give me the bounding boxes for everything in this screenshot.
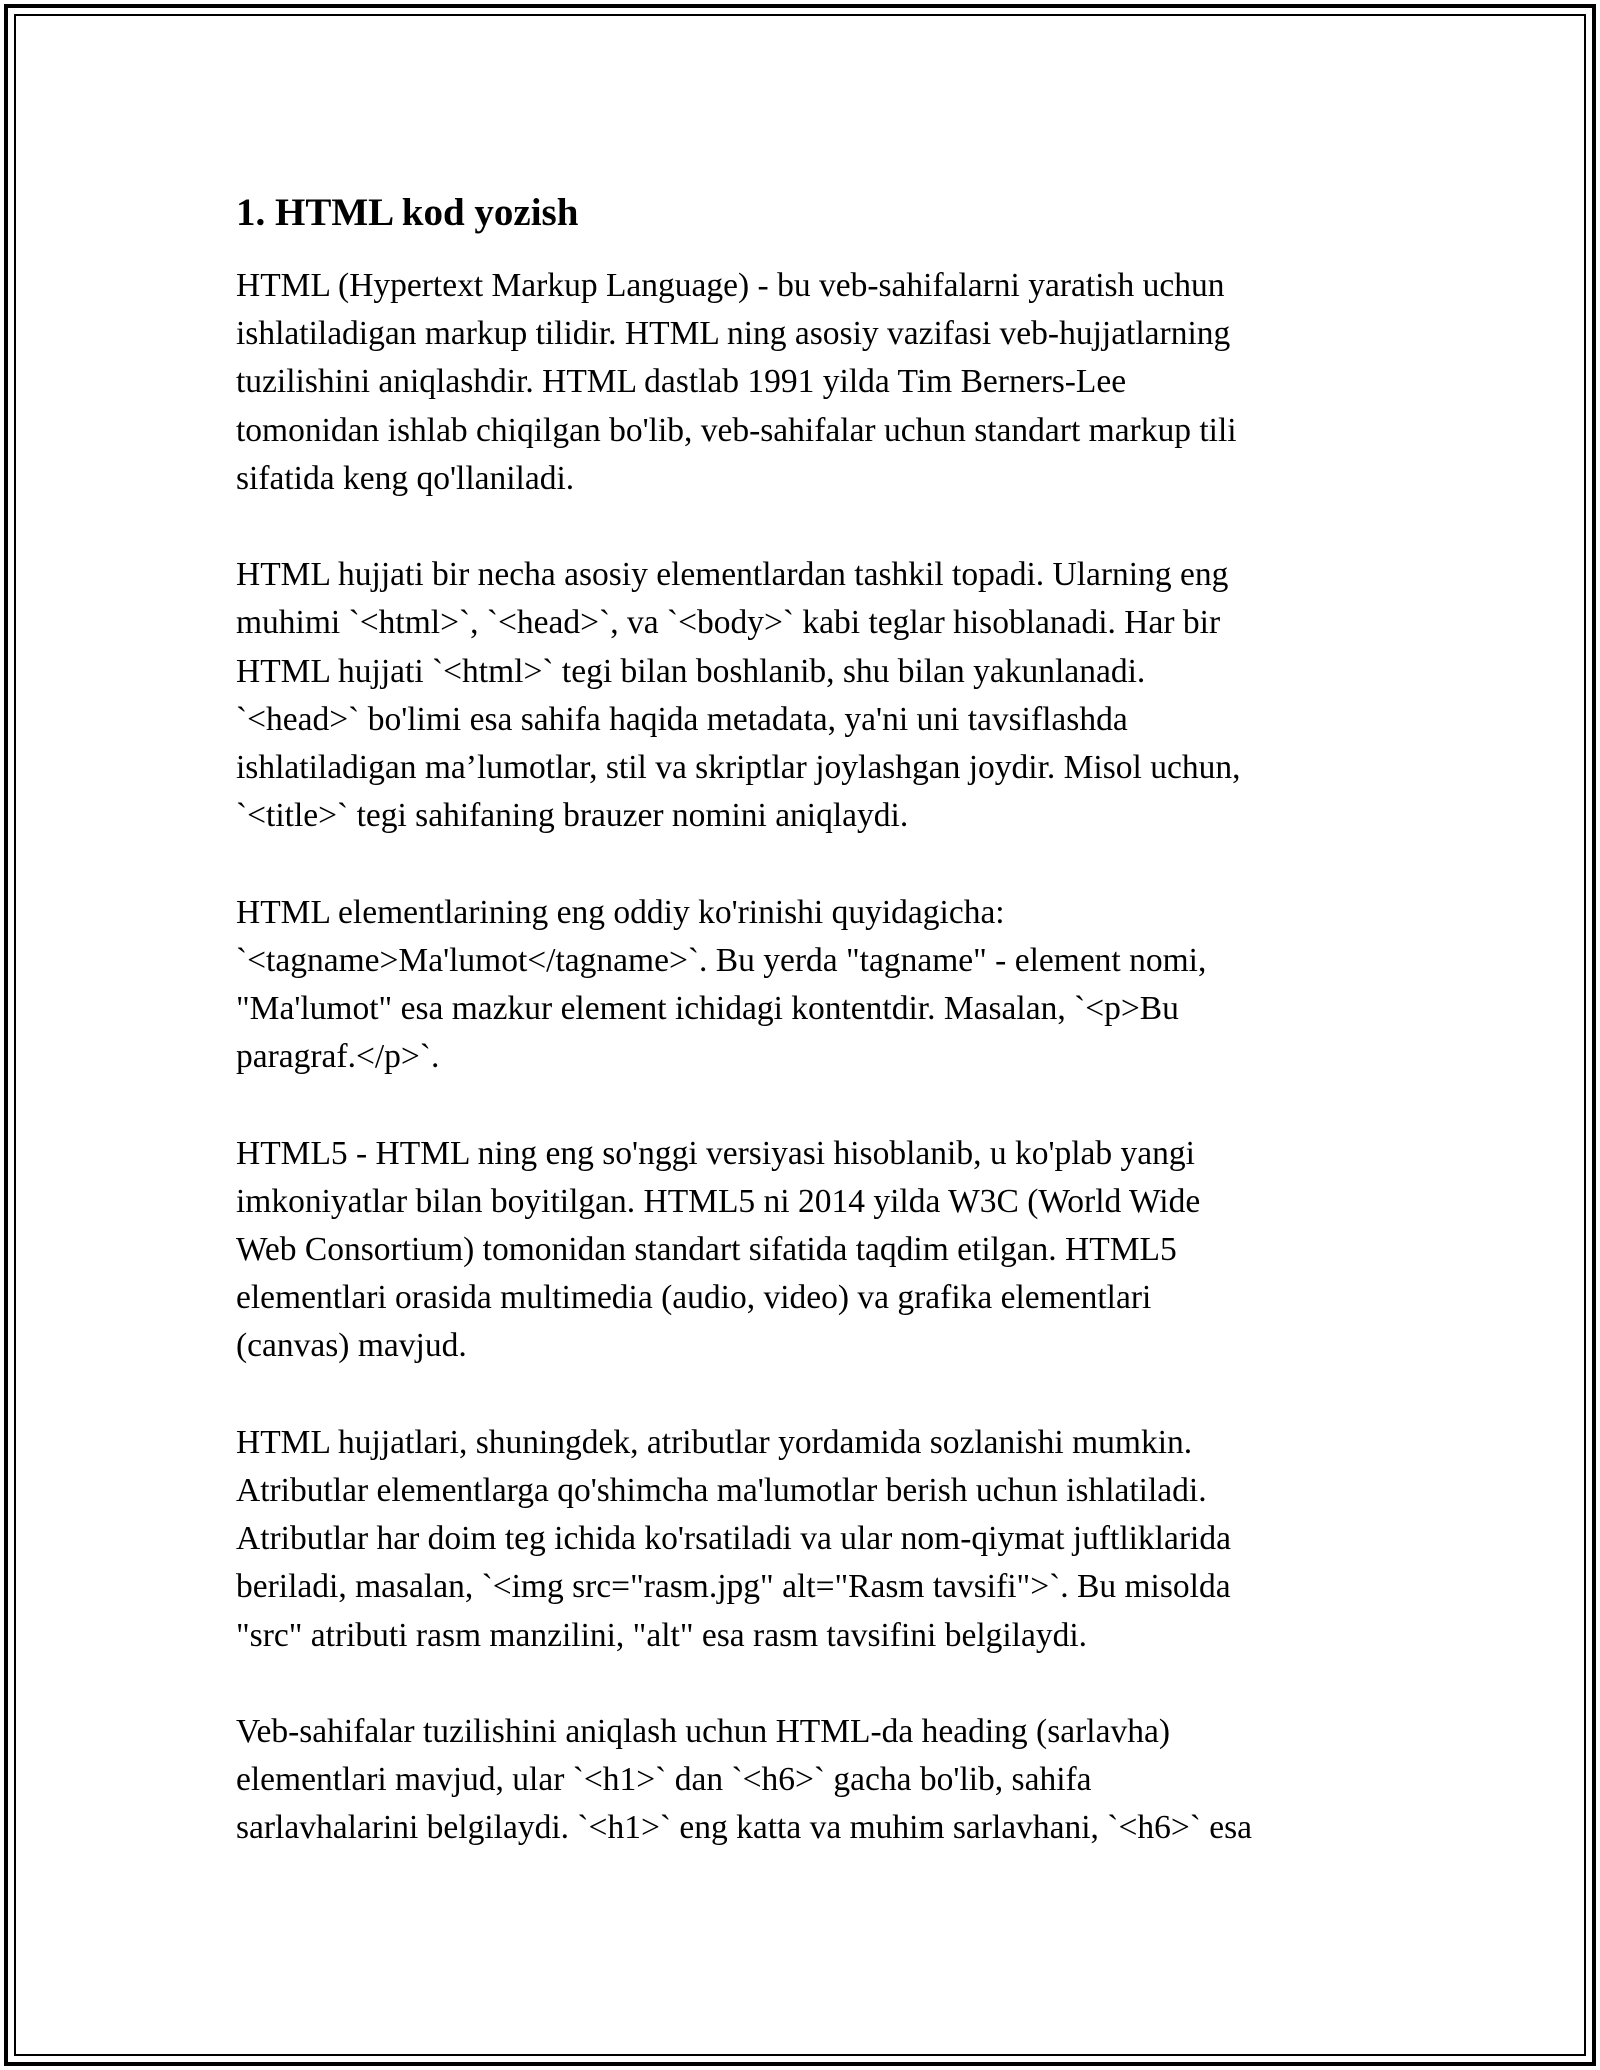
paragraph-element-syntax: HTML elementlarining eng oddiy ko'rinishi quyidagicha: `<tagname>Ma'lumot</tagname>`. Bu yerda "tagname" - element nomi, "Ma'lumot" esa mazkur element ichidagi kontentdir. Masalan, `<p>Bu paragraf.</p>`.	[236, 893, 1207, 1076]
document-body	[236, 186, 1376, 1901]
paragraph-attributes: HTML hujjatlari, shuningdek, atributlar yordamida sozlanishi mumkin. Atributlar elementlarga qo'shimcha ma'lumotlar berish uchun ishlatiladi. Atributlar har doim teg ichida ko'rsatiladi va ular nom-qiymat juftliklarida beriladi, masalan, `<img src="rasm.jpg" alt="Rasm tavsifi">`. Bu misolda "src" atributi rasm manzilini, "alt" esa rasm tavsifini belgilaydi.	[236, 1423, 1231, 1654]
paragraph-headings: Veb-sahifalar tuzilishini aniqlash uchun HTML-da heading (sarlavha) elementlari mavjud, ular `<h1>` dan `<h6>` gacha bo'lib, sahifa sarlavhalarini belgilaydi. `<h1>` eng katta va muhim sarlavhani, `<h6>` esa	[236, 1713, 1253, 1847]
section-heading: 1. HTML kod yozish	[236, 191, 579, 234]
paragraph-html-intro: HTML (Hypertext Markup Language) - bu veb-sahifalarni yaratish uchun ishlatiladigan markup tilidir. HTML ning asosiy vazifasi veb-hujjatlarning tuzilishini aniqlashdir. HTML dastlab 1991 yilda Tim Berners-Lee tomonidan ishlab chiqilgan bo'lib, veb-sahifalar uchun standart markup tili sifatida keng qo'llaniladi.	[236, 267, 1237, 497]
paragraph-document-structure: HTML hujjati bir necha asosiy elementlardan tashkil topadi. Ularning eng muhimi `<html>`, `<head>`, va `<body>` kabi teglar hisoblanadi. Har bir HTML hujjati `<html>` tegi bilan boshlanib, shu bilan yakunlanadi. `<head>` bo'limi esa sahifa haqida metadata, ya'ni uni tavsiflashda ishlatiladigan ma’lumotlar, stil va skriptlar joylashgan joydir. Misol uchun, `<title>` tegi sahifaning brauzer nomini aniqlaydi.	[236, 556, 1241, 835]
paragraph-html5: HTML5 - HTML ning eng so'nggi versiyasi hisoblanib, u ko'plab yangi imkoniyatlar bilan boyitilgan. HTML5 ni 2014 yilda W3C (World Wide Web Consortium) tomonidan standart sifatida taqdim etilgan. HTML5 elementlari orasida multimedia (audio, video) va grafika elementlari (canvas) mavjud.	[236, 1134, 1201, 1365]
